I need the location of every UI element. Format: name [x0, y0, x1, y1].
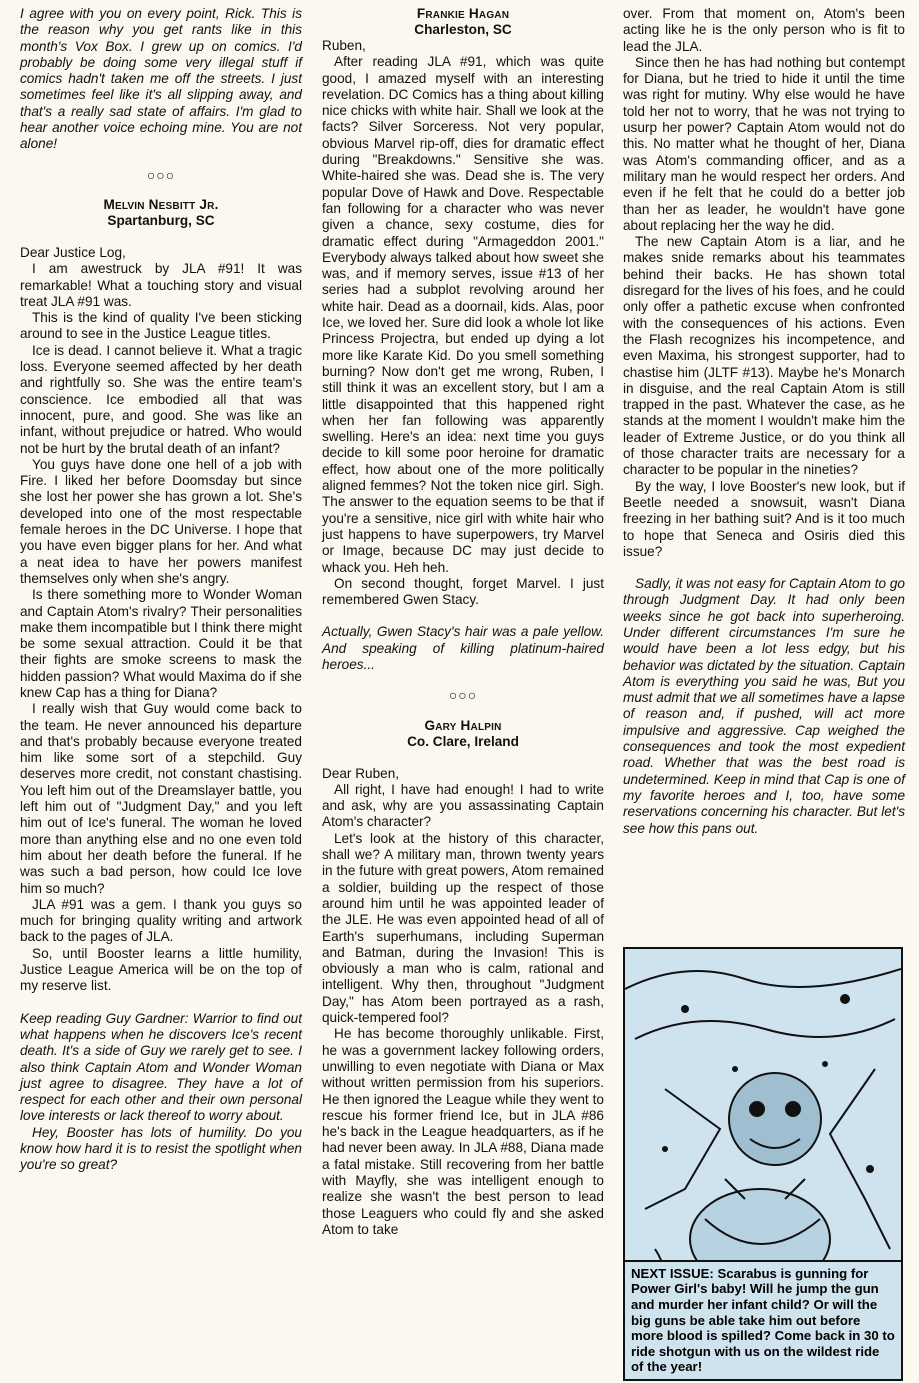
section-divider: ○○○: [448, 687, 478, 704]
letter-paragraph: I really wish that Guy would come back to the team. He never announced his departure and that's probably because everyone treated him like some sort of a stepchild. Guy deserves more credit, not constant chastising. You left him out of the Dreamslayer battle, you left him out of "Judgment Day," and you left him out of Ice's funeral. The woman he loved more than anything else and no one even told him about her death before the funeral. If he was such a bad person, how could Ice love him so much?: [20, 701, 302, 896]
letter-author-name: Gary Halpin: [424, 717, 502, 733]
reply-text: Keep reading Guy Gardner: Warrior to find out what happens when he discovers Ice's recent death. It's a side of Guy we rarely get to see. I also think Captain Atom and Wonder Woman just agree to disagree. They have a lot of respect for each other and their own personal love interests or lack thereof to worry about.: [20, 1010, 302, 1124]
reply-text: Actually, Gwen Stacy's hair was a pale yellow. And speaking of killing platinum-haired heroes...: [322, 624, 604, 672]
letter-paragraph: Is there something more to Wonder Woman and Captain Atom's rivalry? Their personalities make them incompatible but I think there might be some sexual attraction. Could it be that their fights are smoke screens to mask the hidden passion? What would Maxima do if she knew Cap has a thing for Diana?: [20, 587, 302, 700]
section-divider: ○○○: [146, 166, 176, 183]
letter-salutation: Dear Ruben,: [322, 765, 400, 781]
next-issue-description: Scarabus is gunning for Power Girl's baby! Will he jump the gun and murder her infant child? Or will the big guns be able take him out before more blood is spilled? Come back in 30 to ride shotgun with us on the wildest ride of the year!: [631, 1265, 895, 1375]
letter-author-location: Charleston, SC: [414, 22, 512, 37]
letter-author-location: Co. Clare, Ireland: [407, 733, 519, 749]
letter-paragraph: Let's look at the history of this character, shall we? A military man, thrown twenty years in the future with great powers, Atom remained a soldier, building up the respect of those around him until he was appointed leader of the JLE. He was even appointed head of all of Earth's superhumans, including Superman and Batman, during the Invasion! This is obviously a man who is calm, rational and intelligent. Why then, throughout "Judgment Day," has Atom been portrayed as a rash, quick-tempered fool?: [322, 830, 604, 1026]
letter-paragraph: The new Captain Atom is a liar, and he makes snide remarks about his teammates behind their backs. He has shown total disregard for the lives of his foes, and he could only offer a pathetic excuse when confronted with the consequences of his actions. Even the Flash recognizes his incompetence, and even Maxima, his strongest supporter, had to chastise him (JLTF #13). Maybe he's Monarch in disguise, and the real Captain Atom is still trapped in the past. Whatever the case, as he stands at the moment I wouldn't make him the leader of Extreme Justice, or do you think all of those character traits are necessary for a character to be popular in the nineties?: [623, 234, 905, 478]
letter-paragraph: By the way, I love Booster's new look, but if Beetle needed a snowsuit, wasn't Diana freezing in her bathing suit? And is it too much to hope that Seneca and Osiris died this issue?: [623, 478, 905, 559]
letter-salutation: Dear Justice Log,: [20, 244, 126, 260]
letter-salutation: Ruben,: [322, 38, 366, 53]
column-2: [322, 6, 604, 1238]
letter-paragraph: He has become thoroughly unlikable. First, he was a government lackey following orders, unwilling to even negotiate with Diana or Max without written permission from his superiors. He then ignored the League while they went to rescue his former friend Ice, but in JLA #86 he's back in the League headquarters, as if he had never been away. In JLA #88, Diana made a fatal mistake. Still recovering from her battle with Mayfly, she was intelligent enough to realize she wasn't the best person to lead those Leaguers who could fly and she asked Atom to take: [322, 1026, 604, 1237]
letter-paragraph: I am awestruck by JLA #91! It was remarkable! What a touching story and visual treat JLA #91 was.: [20, 261, 302, 309]
letter-author-name: Frankie Hagan: [416, 6, 510, 21]
reply-text: I agree with you on every point, Rick. This is the reason why you get rants like in this month's Vox Box. I grew up on comics. I'd probably be doing some very illegal stuff if comics hadn't taken me off the streets. I just sometimes feel like it's all slipping away, and that's a really sad state of affairs. I'm glad to hear another voice echoing mine. You are not alone!: [20, 6, 302, 152]
next-issue-label: NEXT ISSUE:: [631, 1265, 714, 1281]
letter-paragraph: Ice is dead. I cannot believe it. What a tragic loss. Everyone seemed affected by her death and rightfully so. She was the entire team's conscience. Ice embodied all that was innocent, pure, and good. She was like an infant, without prejudice or hatred. Who would not be hurt by the brutal death of an infant?: [20, 342, 302, 456]
column-1: [20, 6, 302, 1174]
letter-paragraph: Since then he has had nothing but contempt for Diana, but he tried to hide it until the time was right for mutiny. Why else would he have told her not to worry, that he was not trying to usurp her power? Captain Atom would not do this. No matter what he thought of her, Diana was Atom's commanding officer, and as a military man he would respect her orders. And even if he felt that he could do a better job than her as leader, he wouldn't have gone about replacing her the way he did.: [623, 54, 905, 233]
letter-author-name: Melvin Nesbitt Jr.: [103, 196, 219, 212]
letter-paragraph: You guys have done one hell of a job with Fire. I liked her before Doomsday but since she lost her power she has grown a lot. She's developed into one of the most respectable female heroes in the DC Universe. I hope that you have even bigger plans for her. And what a neat idea to have her powers manifest themselves only when she's angry.: [20, 456, 302, 586]
letter-paragraph: So, until Booster learns a little humility, Justice League America will be on the top of my reserve list.: [20, 945, 302, 994]
reply-text: Hey, Booster has lots of humility. Do you know how hard it is to resist the spotlight when you're so great?: [20, 1124, 302, 1173]
next-issue-text: [625, 1260, 901, 1379]
letter-paragraph: over. From that moment on, Atom's been acting like he is the only person who is fit to lead the JLA.: [623, 6, 905, 54]
reply-text: Sadly, it was not easy for Captain Atom to go through Judgment Day. It had only been weeks since he got back into superheroing. Under different circumstances I'm sure he would have been a lot less edgy, but his behavior was dictated by the situation. Captain Atom is everything you said he was, But you must admit that we all sometimes have a lapse of reason and, if pushed, will act more impulsive and aggressive. Cap weighed the consequences and took the most expedient road. Whether that was the best road is undetermined. Keep in mind that Cap is one of my favorite heroes and I, too, have some reservations concerning his character. But let's see how this pans out.: [623, 576, 905, 836]
letter-paragraph: On second thought, forget Marvel. I just remembered Gwen Stacy.: [322, 575, 604, 608]
letter-author-location: Spartanburg, SC: [107, 212, 215, 228]
letter-paragraph: After reading JLA #91, which was quite good, I amazed myself with an interesting revelation. DC Comics has a thing about killing nice chicks with white hair. Shall we look at the facts? Silver Sorceress. Not very popular, obvious Marvel rip-off, dies for dramatic effect during "Breakdowns." Sensitive she was. White-haired she was. Dead she is. The very popular Dove of Hawk and Dove. Respectable fan following for a character who was never given a chance, sexy costume, dies for dramatic effect during "Armageddon 2001." Everybody always talked about how sweet she was, and if memory serves, issue #13 of her series had a subplot revolving around her white hair. Dead as a doornail, kids. Alas, poor Ice, we loved her. Sure did look a whole lot like Princess Projectra, but ended up dying a lot more like Karate Kid. Do you smell something burning? Now don't get me wrong, Ruben, I still think it was an excellent story, but I am a little disappointed that this happened right when her fan following was apparently swelling. Here's an idea: next time you guys decide to kill some poor heroine for dramatic effect, how about one of the more politically aligned femmes? Not the token nice girl. Sigh. The answer to the equation seems to be that if you're a sensitive, nice girl with white hair who just happens to have superpowers, try Marvel or Image, because DC may just decide to whack you. Heh heh.: [322, 54, 604, 575]
column-3: [623, 6, 905, 837]
next-issue-box: [623, 947, 903, 1381]
letter-paragraph: JLA #91 was a gem. I thank you guys so much for bringing quality writing and artwork back to the pages of JLA.: [20, 896, 302, 945]
letter-paragraph: All right, I have had enough! I had to write and ask, why are you assassinating Captain Atom's character?: [322, 781, 604, 830]
letter-paragraph: This is the kind of quality I've been sticking around to see in the Justice League titles.: [20, 310, 302, 342]
